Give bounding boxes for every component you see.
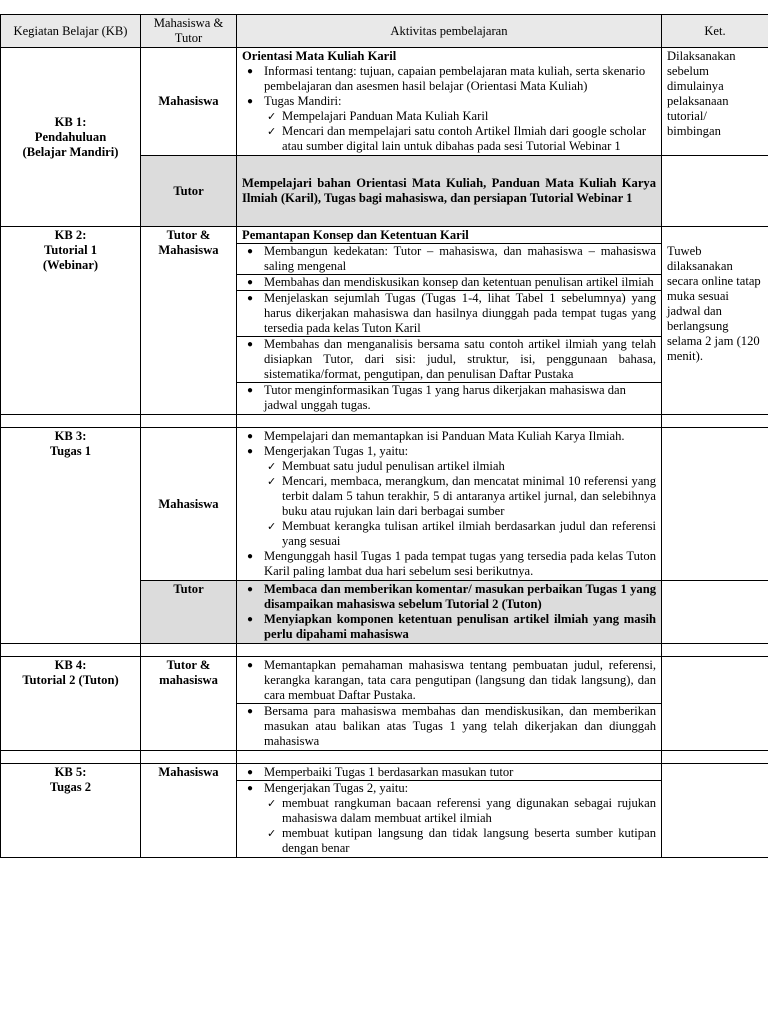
kb5-role: Mahasiswa: [141, 764, 237, 858]
list-item: ● Membahas dan menganalisis bersama satu contoh artikel ilmiah yang telah disiapkan Tutor, dari sisi: judul, struktur, isi, penggunaan bahasa, sistematika/format, pengutipan, dan penulisan Daftar Pustaka: [264, 337, 656, 382]
check-item: ✓ Mencari, membaca, merangkum, dan mencatat minimal 10 referensi yang terbit dalam 5 tahun terakhir, 5 di antaranya artikel jurnal, dan selebihnya buku atau rujukan lain dari berbagai sumber: [282, 474, 656, 519]
kb1-tutor-activity: Mempelajari bahan Orientasi Mata Kuliah, Panduan Mata Kuliah Karya Ilmiah (Karil), Tugas bagi mahasiswa, dan persiapan Tutorial Webinar 1: [237, 156, 662, 227]
check-item: ✓ Membuat kerangka tulisan artikel ilmiah berdasarkan judul dan referensi yang sesuai: [282, 519, 656, 549]
check-item: ✓ membuat kutipan langsung dan tidak langsung beserta sumber kutipan dengan benar: [282, 826, 656, 856]
kb1-mahasiswa-row: [1, 48, 768, 156]
kb1-label: KB 1: Pendahuluan (Belajar Mandiri): [1, 48, 141, 227]
kb5-activity: [237, 764, 662, 858]
list-item: ● Informasi tentang: tujuan, capaian pembelajaran mata kuliah, serta skenario pembelajaran dan asesmen hasil belajar (Orientasi Mata Kuliah): [264, 64, 656, 94]
kb1-ket: Dilaksanakan sebelum dimulainya pelaksanaan tutorial/ bimbingan: [662, 48, 768, 156]
kb3-role-tutor: Tutor: [141, 581, 237, 644]
kb2-title: Pemantapan Konsep dan Ketentuan Karil: [242, 228, 469, 242]
header-row: [1, 15, 768, 48]
learning-activities-table: [0, 14, 768, 858]
check-item: ✓ Mempelajari Panduan Mata Kuliah Karil: [282, 109, 656, 124]
kb1-title: Orientasi Mata Kuliah Karil: [242, 49, 397, 63]
list-item: ● Mengerjakan Tugas 1, yaitu: ✓ Membuat satu judul penulisan artikel ilmiah ✓ Mencari, membaca, merangkum, dan mencatat minimal 10 referensi yang terbit dalam 5 tahun terakhir, 5 di antaranya artikel jurnal, dan selebihnya buku atau rujukan lain dari berbagai sumber ✓ Membuat kerangka tulisan artikel ilmiah berdasarkan judul dan referensi yang sesuai: [264, 444, 656, 549]
kb4-ket: [662, 657, 768, 751]
check-item: ✓ Membuat satu judul penulisan artikel ilmiah: [282, 459, 656, 474]
check-item: ✓ Mencari dan mempelajari satu contoh Artikel Ilmiah dari google scholar atau sumber digital lain untuk dibahas pada sesi Tutorial Webinar 1: [282, 124, 656, 154]
kb3-mahasiswa-row: [1, 428, 768, 581]
list-item: ● Tugas Mandiri: ✓ Mempelajari Panduan Mata Kuliah Karil ✓ Mencari dan mempelajari satu contoh Artikel Ilmiah dari google scholar atau sumber digital lain untuk dibahas pada sesi Tutorial Webinar 1: [264, 94, 656, 154]
kb2-role: Tutor & Mahasiswa: [141, 227, 237, 415]
kb4-row: [1, 657, 768, 751]
kb3-activity: [237, 428, 662, 581]
kb1-activity: [237, 48, 662, 156]
spacer-row: [1, 415, 768, 428]
list-item: ● Membangun kedekatan: Tutor – mahasiswa, dan mahasiswa – mahasiswa saling mengenal: [264, 244, 656, 274]
kb4-label: KB 4: Tutorial 2 (Tuton): [1, 657, 141, 751]
kb3-tutor-ket: [662, 581, 768, 644]
spacer-row: [1, 644, 768, 657]
kb2-row: [1, 227, 768, 415]
list-item: ● Membahas dan mendiskusikan konsep dan ketentuan penulisan artikel ilmiah: [264, 275, 656, 290]
list-item: ● Memantapkan pemahaman mahasiswa tentang pembuatan judul, referensi, kerangka karangan, tata cara pengutipan (langsung dan tidak langsung), dan cara membuat Daftar Pustaka.: [264, 658, 656, 703]
header-activity: Aktivitas pembelajaran: [237, 15, 662, 48]
check-item: ✓ membuat rangkuman bacaan referensi yang digunakan sebagai rujukan mahasiswa dalam membuat artikel ilmiah: [282, 796, 656, 826]
kb1-role-mahasiswa: Mahasiswa: [141, 48, 237, 156]
kb2-label: KB 2: Tutorial 1 (Webinar): [1, 227, 141, 415]
list-item: ● Menjelaskan sejumlah Tugas (Tugas 1-4, lihat Tabel 1 sebelumnya) yang harus dikerjakan mahasiswa dan hasilnya diunggah pada tempat tugas yang tersedia pada kelas Tuton Karil: [264, 291, 656, 336]
list-item: ● Mempelajari dan memantapkan isi Panduan Mata Kuliah Karya Ilmiah.: [264, 429, 656, 444]
list-item: ● Bersama para mahasiswa membahas dan mendiskusikan, dan memberikan masukan atau balikan atas Tugas 1 yang telah dikerjakan dan diunggah mahasiswa: [264, 704, 656, 749]
header-ket: Ket.: [662, 15, 768, 48]
header-kb: Kegiatan Belajar (KB): [1, 15, 141, 48]
kb5-row: [1, 764, 768, 858]
kb3-role-mahasiswa: Mahasiswa: [141, 428, 237, 581]
spacer-row: [1, 751, 768, 764]
list-item: ● Memperbaiki Tugas 1 berdasarkan masukan tutor: [264, 765, 656, 780]
kb4-role: Tutor & mahasiswa: [141, 657, 237, 751]
list-item: ● Mengerjakan Tugas 2, yaitu: ✓ membuat rangkuman bacaan referensi yang digunakan sebagai rujukan mahasiswa dalam membuat artikel ilmiah ✓ membuat kutipan langsung dan tidak langsung beserta sumber kutipan dengan benar: [264, 781, 656, 856]
header-role: Mahasiswa & Tutor: [141, 15, 237, 48]
list-item: ● Tutor menginformasikan Tugas 1 yang harus dikerjakan mahasiswa dan jadwal unggah tugas.: [264, 383, 656, 413]
kb3-ket: [662, 428, 768, 581]
kb1-tutor-ket: [662, 156, 768, 227]
kb3-label: KB 3: Tugas 1: [1, 428, 141, 644]
list-item: ● Menyiapkan komponen ketentuan penulisan artikel ilmiah yang masih perlu dipahami mahasiswa: [264, 612, 656, 642]
kb3-tutor-activity: [237, 581, 662, 644]
list-item: ● Mengunggah hasil Tugas 1 pada tempat tugas yang tersedia pada kelas Tuton Karil paling lambat dua hari sebelum sesi berikutnya.: [264, 549, 656, 579]
kb2-activity: [237, 227, 662, 415]
list-item: ● Membaca dan memberikan komentar/ masukan perbaikan Tugas 1 yang disampaikan mahasiswa sebelum Tutorial 2 (Tuton): [264, 582, 656, 612]
kb4-activity: [237, 657, 662, 751]
kb1-role-tutor: Tutor: [141, 156, 237, 227]
kb5-label: KB 5: Tugas 2: [1, 764, 141, 858]
kb2-ket: Tuweb dilaksanakan secara online tatap muka sesuai jadwal dan berlangsung selama 2 jam (120 menit).: [662, 227, 768, 415]
kb5-ket: [662, 764, 768, 858]
